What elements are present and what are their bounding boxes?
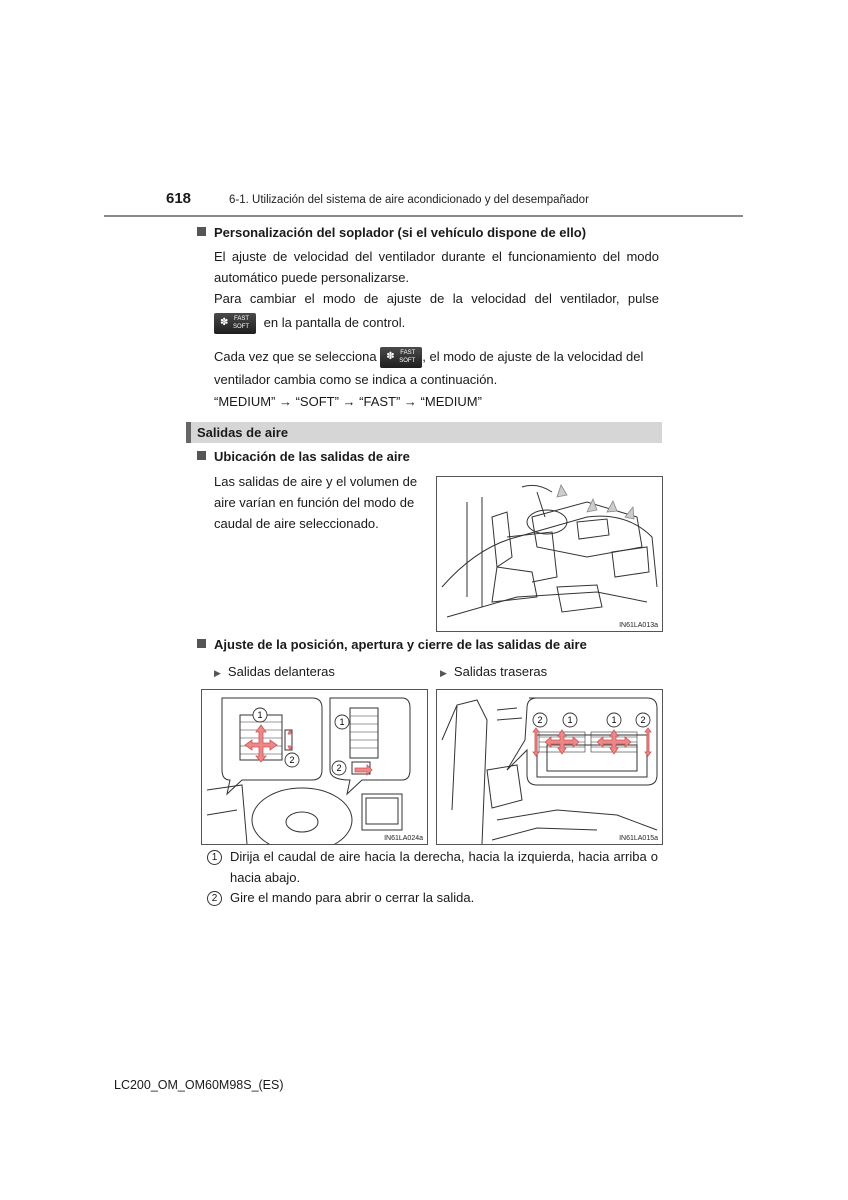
callout-1: 1 xyxy=(339,717,345,727)
front-outlets-illustration xyxy=(202,690,427,844)
rear-outlets-illustration xyxy=(437,690,662,844)
bullet-square xyxy=(197,639,206,648)
triangle-bullet-icon: ▶ xyxy=(214,668,221,678)
document-code: LC200_OM_OM60M98S_(ES) xyxy=(114,1078,284,1092)
location-heading: Ubicación de las salidas de aire xyxy=(197,449,410,464)
note-1-marker: 1 xyxy=(207,846,222,867)
interior-figure xyxy=(436,476,663,632)
fan-speed-button-image: ✽ FAST SOFT xyxy=(214,313,256,334)
front-outlets-figure xyxy=(201,689,428,845)
note-1-text: Dirija el caudal de aire hacia la derecha, hacia la izquierda, hacia arriba o hacia abajo. xyxy=(230,849,658,885)
page-number: 618 xyxy=(166,190,192,207)
fan-icon: ✽ xyxy=(220,317,229,329)
blower-para-1: El ajuste de velocidad del ventilador durante el funcionamiento del modo automático puede personalizarse. xyxy=(214,249,659,285)
blower-para-2b: ✽ FAST SOFT en la pantalla de control. xyxy=(214,312,659,334)
blower-heading: Personalización del soplador (si el vehículo dispone de ello) xyxy=(197,225,586,240)
blower-para-3c: ventilador cambia como se indica a continuación. xyxy=(214,372,498,387)
callout-1: 1 xyxy=(611,715,617,725)
section-bar xyxy=(186,422,662,443)
note-2-text: Gire el mando para abrir o cerrar la salida. xyxy=(230,890,475,905)
header-rule xyxy=(104,215,743,217)
callout-2: 2 xyxy=(537,715,543,725)
callout-1: 1 xyxy=(567,715,573,725)
callout-2: 2 xyxy=(289,755,295,765)
front-outlets-label: ▶ Salidas delanteras xyxy=(214,664,335,679)
figure-code: IN61LA024a xyxy=(384,835,423,842)
bullet-square xyxy=(197,451,206,460)
bullet-square xyxy=(197,227,206,236)
blower-sequence: “MEDIUM” → “SOFT” → “FAST” → “MEDIUM” xyxy=(214,394,482,409)
callout-1: 1 xyxy=(257,710,263,720)
rear-outlets-label: ▶ Salidas traseras xyxy=(440,664,548,679)
note-2-marker: 2 xyxy=(207,887,222,908)
rear-outlets-figure xyxy=(436,689,663,845)
figure-code: IN61LA013a xyxy=(619,622,658,629)
adjust-heading: Ajuste de la posición, apertura y cierre de las salidas de aire xyxy=(197,637,587,652)
section-header: 6-1. Utilización del sistema de aire acondicionado y del desempañador xyxy=(229,194,589,206)
fan-speed-button-image: ✽ FAST SOFT xyxy=(380,347,422,368)
location-text: Las salidas de aire y el volumen de aire varían en función del modo de caudal de aire seleccionado. xyxy=(214,474,418,531)
callout-2: 2 xyxy=(640,715,646,725)
section-title: Salidas de aire xyxy=(197,425,289,440)
fan-icon: ✽ xyxy=(386,351,395,363)
triangle-bullet-icon: ▶ xyxy=(440,668,447,678)
figure-code: IN61LA015a xyxy=(619,835,658,842)
interior-illustration xyxy=(437,477,662,631)
blower-para-3: Cada vez que se selecciona ✽ FAST SOFT , el modo de ajuste de la velocidad del xyxy=(214,346,664,368)
callout-2: 2 xyxy=(336,763,342,773)
blower-para-2: Para cambiar el modo de ajuste de la velocidad del ventilador, pulse xyxy=(214,291,659,306)
